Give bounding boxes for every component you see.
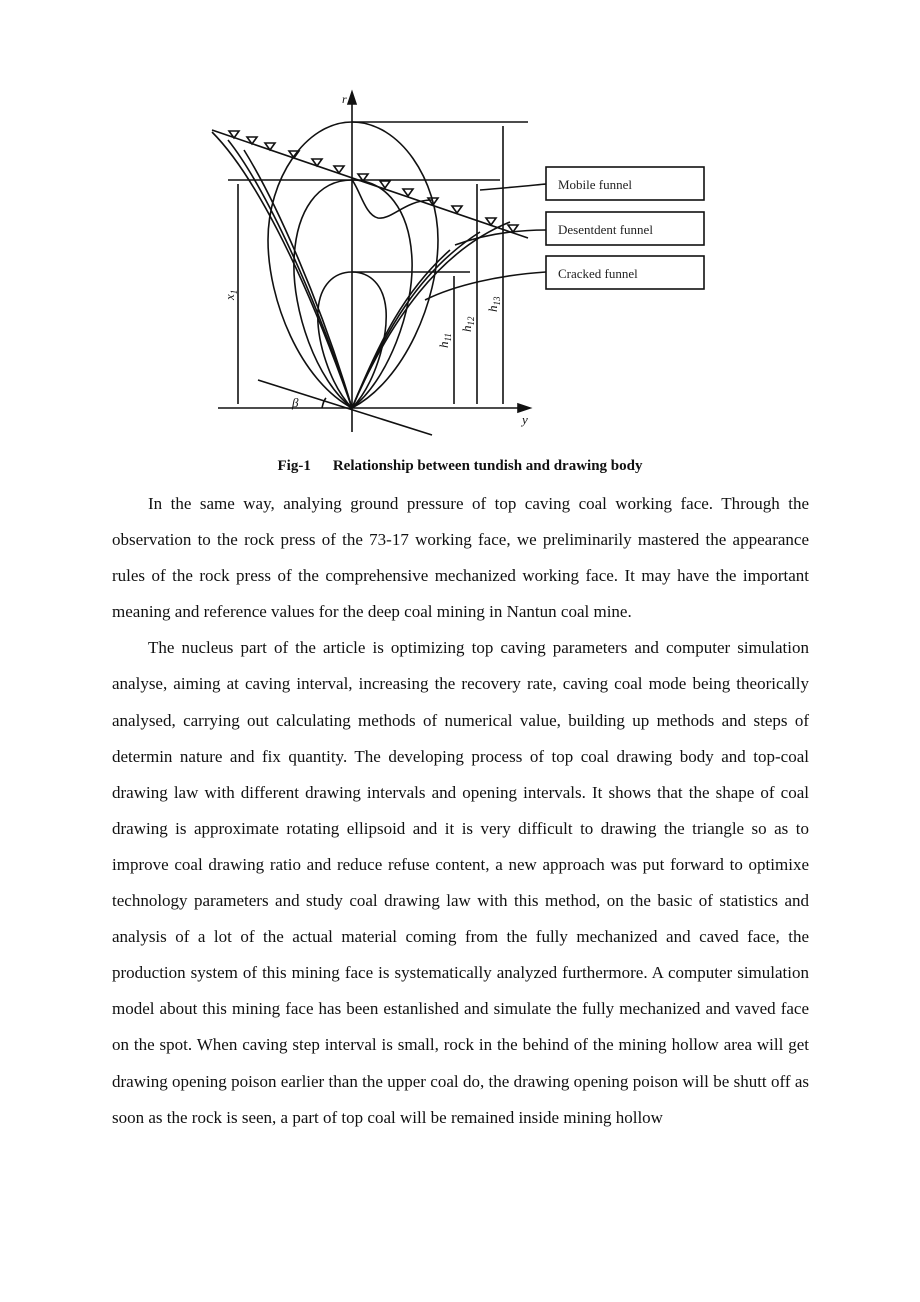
- mobile-funnel-label: Mobile funnel: [558, 177, 633, 192]
- figure-number: Fig-1: [277, 458, 311, 474]
- paragraph: In the same way, analying ground pressure of top caving coal working face. Through the observation to the rock press of the 73-17 working face, we preliminarily mastered the appearance rules of the rock press of the comprehensive mechanized working face. It may have the important meaning and reference values for the deep coal mining in Nantun coal mine.: [112, 494, 809, 622]
- funnel-curve-right-1: [352, 222, 510, 408]
- paragraph: The nucleus part of the article is optimizing top caving parameters and computer simulation analyse, aiming at caving interval, increasing the recovery rate, caving coal mode being theorically analysed, carrying out calculating methods of numerical value, building up methods and steps of determin nature and fix quantity. The developing process of top coal drawing body and top-coal drawing law with different drawing intervals and opening intervals. It shows that the shape of coal drawing is approximate rotating ellipsoid and it is very difficult to drawing the triangle so as to improve coal drawing ratio and reduce refuse content, a new approach was put forward to optimixe technology parameters and study coal drawing law with this method, on the basic of statistics and analysis of a lot of the actual material coming from the fully mechanized and caved face, the production system of this mining face is systematically analyzed furthermore. A computer simulation model about this mining face has been estanlished and simulate the fully mechanized and vaved face on the spot. When caving step interval is small, rock in the behind of the mining hollow area will get drawing opening poison earlier than the upper coal do, the drawing opening poison will be shutt off as soon as the rock is seen, a part of top coal will be remained inside mining hollow: [112, 638, 809, 1127]
- cracked-funnel-label: Cracked funnel: [558, 266, 638, 281]
- angle-arc: [322, 398, 326, 408]
- middle-ellipse: [294, 180, 412, 408]
- ground-marker: [380, 181, 390, 188]
- figure-caption: [0, 458, 920, 475]
- h11-label: $h_{11}$: [436, 333, 453, 348]
- horizontal-axis-label: y: [522, 412, 528, 427]
- figure-caption-text: Relationship between tundish and drawing body: [332, 458, 643, 474]
- figure-funnel-diagram: [200, 88, 720, 440]
- funnel-curve-right-2: [352, 232, 480, 408]
- funnel-curve-left-1: [212, 132, 352, 408]
- leader-cracked: [425, 272, 546, 300]
- vertical-axis-label: r: [342, 92, 347, 106]
- leader-descendent: [455, 230, 546, 245]
- descendent-funnel-label: Desentdent funnel: [558, 222, 653, 237]
- slope-line: [212, 130, 528, 238]
- leader-mobile: [480, 184, 546, 190]
- h12-label: $h_{12}$: [459, 316, 476, 332]
- h13-label: $h_{13}$: [485, 296, 502, 312]
- horizontal-axis-arrow: [518, 404, 530, 412]
- angle-label: β: [292, 395, 299, 410]
- vertical-axis-arrow: [348, 92, 356, 104]
- body-text: [112, 486, 809, 1136]
- x1-label: $x_1$: [222, 289, 239, 300]
